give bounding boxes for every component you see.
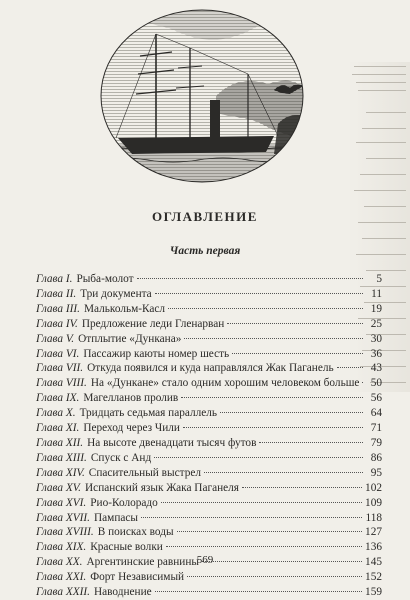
dot-leader [166,546,362,547]
chapter-number: Глава XII. [36,436,84,449]
toc-entry[interactable] [36,466,382,481]
chapter-page-number: 79 [370,436,382,449]
toc-entry[interactable] [36,332,382,347]
chapter-number: Глава III. [36,302,80,315]
chapter-title: Предложение леди Гленарван [81,317,225,330]
chapter-page-number: 56 [370,392,382,405]
chapter-page-number: 25 [370,317,382,330]
chapter-number: Глава XXII. [36,586,90,599]
dot-leader [181,397,363,398]
dot-leader [220,412,363,413]
toc-entry[interactable] [36,570,382,585]
chapter-number: Глава VIII. [36,377,87,390]
chapter-number: Глава XI. [36,422,80,435]
chapter-number: Глава IX. [36,392,80,405]
page-number: 569 [196,554,214,566]
chapter-page-number: 43 [370,362,382,375]
toc-entry[interactable] [36,302,382,317]
chapter-page-number: 86 [370,451,382,464]
chapter-title: Малькольм-Касл [83,302,166,315]
chapter-page-number: 71 [370,422,382,435]
chapter-page-number: 127 [365,526,382,539]
toc-entry[interactable] [36,525,382,540]
dot-leader [161,502,362,503]
page-title: ОГЛАВЛЕНИЕ [152,209,258,224]
chapter-page-number: 102 [365,481,382,494]
toc-entry[interactable] [36,585,382,600]
steamship-engraving-illustration [98,4,306,194]
chapter-page-number: 109 [365,496,382,509]
dot-leader [242,487,362,488]
toc-entry[interactable] [36,376,382,391]
toc-entry[interactable] [36,451,382,466]
chapter-number: Глава XX. [36,556,83,569]
chapter-number: Глава XXI. [36,571,87,584]
chapter-title: Три документа [80,287,152,300]
toc-entry[interactable] [36,287,382,302]
chapter-page-number: 152 [365,571,382,584]
chapter-number: Глава V. [36,332,75,345]
chapter-number: Глава II. [36,287,77,300]
dot-leader [362,382,363,383]
chapter-title: Тридцать седьмая параллель [79,407,218,420]
chapter-page-number: 145 [365,556,382,569]
dot-leader [337,367,363,368]
toc-entry[interactable] [36,272,382,287]
chapter-page-number: 5 [376,273,382,285]
dot-leader [204,472,363,473]
dot-leader [155,293,363,294]
chapter-page-number: 136 [365,541,382,554]
toc-entry[interactable] [36,421,382,436]
toc-entry[interactable] [36,361,382,376]
chapter-title: На высоте двенадцати тысяч футов [87,436,257,449]
chapter-title: Наводнение [94,586,152,599]
chapter-page-number: 19 [370,302,382,315]
toc-entry[interactable] [36,436,382,451]
toc-entry[interactable] [36,391,382,406]
chapter-title: Пассажир каюты номер шесть [83,347,230,360]
chapter-page-number: 118 [365,511,382,524]
chapter-title: Рыба-молот [76,273,134,285]
dot-leader [187,576,362,577]
chapter-title: Спасительный выстрел [88,466,201,479]
dot-leader [141,517,362,518]
toc-entry[interactable] [36,406,382,421]
chapter-number: Глава X. [36,407,76,420]
chapter-number: Глава I. [36,273,73,285]
chapter-page-number: 159 [365,586,382,599]
toc-entry[interactable] [36,496,382,511]
chapter-title: На «Дункане» стало одним хорошим человеком больше [90,377,360,390]
chapter-number: Глава XVIII. [36,526,94,539]
chapter-page-number: 11 [371,287,382,300]
chapter-number: Глава XIII. [36,451,87,464]
dot-leader [155,591,362,592]
toc-entry[interactable] [36,481,382,496]
chapter-title: В поисках воды [97,526,174,539]
chapter-number: Глава IV. [36,317,78,330]
dot-leader [183,427,363,428]
chapter-title: Испанский язык Жака Паганеля [85,481,239,494]
chapter-number: Глава XIX. [36,541,87,554]
toc-entry[interactable] [36,317,382,332]
chapter-page-number: 30 [370,332,382,345]
chapter-title: Спуск с Анд [90,451,152,464]
chapter-title: Пампасы [94,511,138,524]
chapter-number: Глава VII. [36,362,84,375]
part-heading: Часть первая [169,245,241,257]
toc-entry[interactable] [36,540,382,555]
dot-leader [177,531,362,532]
toc-entry[interactable] [36,347,382,362]
dot-leader [154,457,363,458]
chapter-number: Глава XVI. [36,496,87,509]
chapter-number: Глава XV. [36,481,82,494]
chapter-number: Глава XVII. [36,511,90,524]
dot-leader [232,353,363,354]
chapter-number: Глава VI. [36,347,80,360]
chapter-title: Отплытие «Дункана» [78,332,182,345]
chapter-title: Красные волки [90,541,163,554]
dot-leader [227,323,363,324]
chapter-title: Переход через Чили [83,422,180,435]
chapter-page-number: 64 [370,407,382,420]
chapter-page-number: 95 [370,466,382,479]
chapter-title: Аргентинские равнины [86,556,199,569]
chapter-title: Рио-Колорадо [90,496,158,509]
dot-leader [137,278,363,279]
table-of-contents [36,272,382,600]
dot-leader [259,442,363,443]
dot-leader [168,308,363,309]
chapter-title: Откуда появился и куда направлялся Жак Паганель [87,362,334,375]
chapter-title: Форт Независимый [90,571,185,584]
dot-leader [184,338,363,339]
chapter-page-number: 50 [370,377,382,390]
chapter-title: Магелланов пролив [83,392,179,405]
chapter-page-number: 36 [370,347,382,360]
toc-entry[interactable] [36,511,382,526]
chapter-number: Глава XIV. [36,466,85,479]
